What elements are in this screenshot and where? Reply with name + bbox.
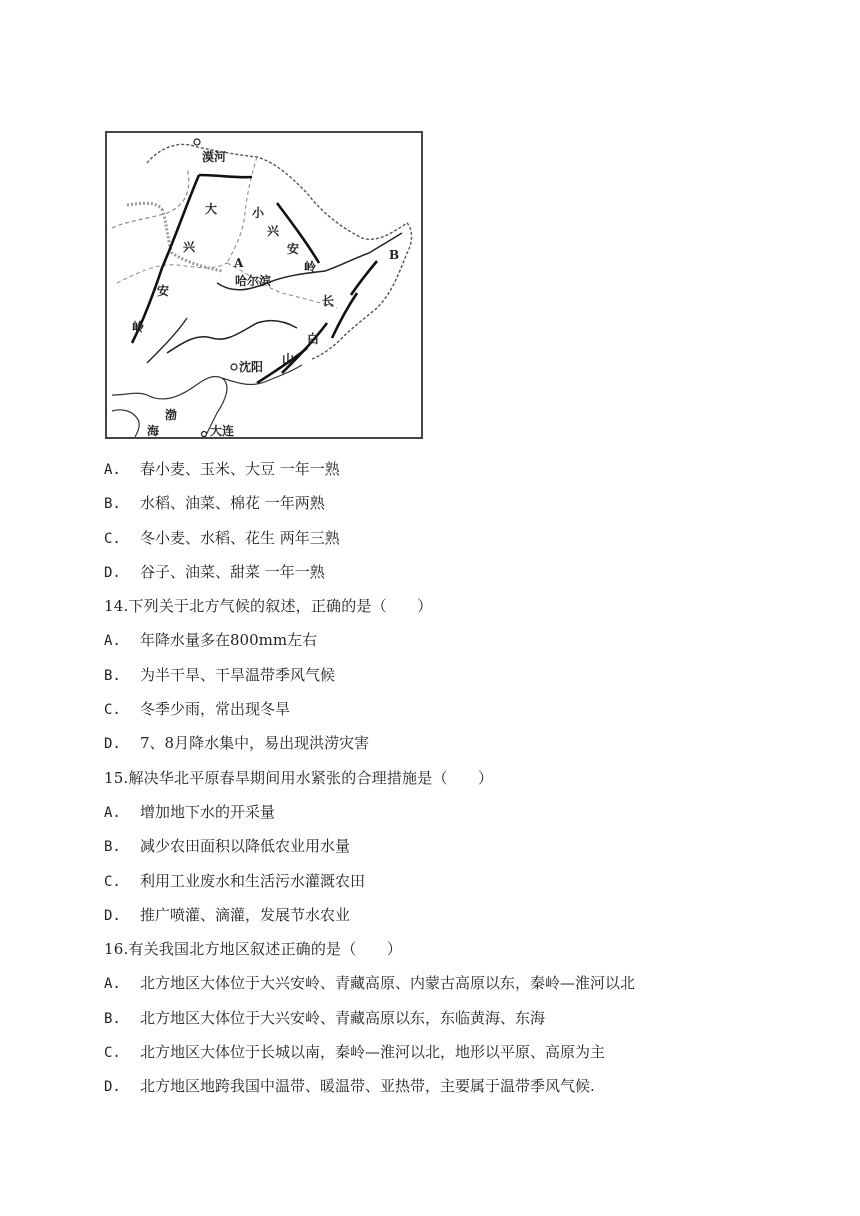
q16-option-c[interactable]: C. 北方地区大体位于长城以南，秦岭—淮河以北，地形以平原、高原为主	[104, 1043, 606, 1062]
q13-option-a[interactable]: A. 春小麦、玉米、大豆 一年一熟	[104, 460, 340, 478]
label-harbin: 哈尔滨	[235, 274, 272, 288]
label-xing2: 兴	[267, 224, 280, 238]
label-shan: 山	[282, 352, 295, 366]
label-xiao: 小	[252, 206, 265, 220]
label-xing1: 兴	[183, 240, 196, 254]
questions	[104, 452, 764, 1104]
changbai-range-2	[332, 293, 357, 338]
label-b: B	[389, 248, 400, 262]
liao-river	[167, 321, 297, 353]
label-an1: 安	[157, 284, 170, 298]
q14-stem: 14.下列关于北方气候的叙述，正确的是（ ）	[104, 597, 433, 616]
map-svg	[107, 133, 421, 437]
bohai-west	[112, 410, 139, 437]
q14-option-a[interactable]: A. 年降水量多在800mm左右	[104, 631, 318, 650]
label-shenyang: 沈阳	[239, 360, 264, 374]
label-da: 大	[205, 202, 218, 216]
label-bo: 渤	[165, 408, 178, 422]
q13-option-c[interactable]: C. 冬小麦、水稻、花生 两年三熟	[104, 528, 340, 547]
q15-stem: 15.解决华北平原春旱期间用水紧张的合理措施是（ ）	[104, 768, 494, 787]
q15-option-b[interactable]: B. 减少农田面积以降低农业用水量	[104, 837, 351, 856]
western-border	[112, 168, 189, 228]
q14-option-d[interactable]: D. 7、8月降水集中，易出现洪涝灾害	[104, 734, 370, 753]
mohe-marker	[194, 139, 200, 145]
q13-option-d[interactable]: D. 谷子、油菜、甜菜 一年一熟	[104, 562, 325, 581]
label-hai: 海	[147, 424, 160, 437]
label-dalian: 大连	[210, 424, 235, 437]
q15-option-a[interactable]: A. 增加地下水的开采量	[104, 802, 276, 821]
q13-option-b[interactable]: B. 水稻、油菜、棉花 一年两熟	[104, 494, 325, 513]
label-a: A	[234, 256, 244, 270]
label-ling2: 岭	[304, 260, 317, 274]
province-boundary-3	[117, 263, 227, 283]
q16-option-a[interactable]: A. 北方地区大体位于大兴安岭、青藏高原、内蒙古高原以东，秦岭—淮河以北	[104, 974, 636, 993]
river-west	[147, 318, 187, 363]
label-mohe: 漠河	[202, 150, 227, 164]
q14-option-b[interactable]: B. 为半干旱、干旱温带季风气候	[104, 665, 336, 684]
label-bai: 白	[307, 332, 320, 346]
q15-option-c[interactable]: C. 利用工业废水和生活污水灌溉农田	[104, 871, 366, 890]
q16-option-d[interactable]: D. 北方地区地跨我国中温带、暖温带、亚热带，主要属于温带季风气候.	[104, 1077, 595, 1096]
q16-option-b[interactable]: B. 北方地区大体位于大兴安岭、青藏高原以东，东临黄海、东海	[104, 1008, 546, 1027]
daxinganling-range	[132, 175, 199, 343]
northeast-china-map	[105, 131, 423, 439]
shenyang-marker	[231, 364, 237, 370]
label-chang: 长	[322, 294, 335, 308]
q14-option-c[interactable]: C. 冬季少雨，常出现冬旱	[104, 700, 291, 719]
q16-stem: 16.有关我国北方地区叙述正确的是（ ）	[104, 940, 403, 959]
label-ling1: 岭	[132, 320, 145, 334]
dalian-marker	[202, 432, 207, 437]
q15-option-d[interactable]: D. 推广喷灌、滴灌，发展节水农业	[104, 905, 351, 924]
label-an2: 安	[287, 242, 300, 256]
changbai-range-1	[351, 261, 377, 295]
daxinganling-north	[199, 175, 252, 177]
